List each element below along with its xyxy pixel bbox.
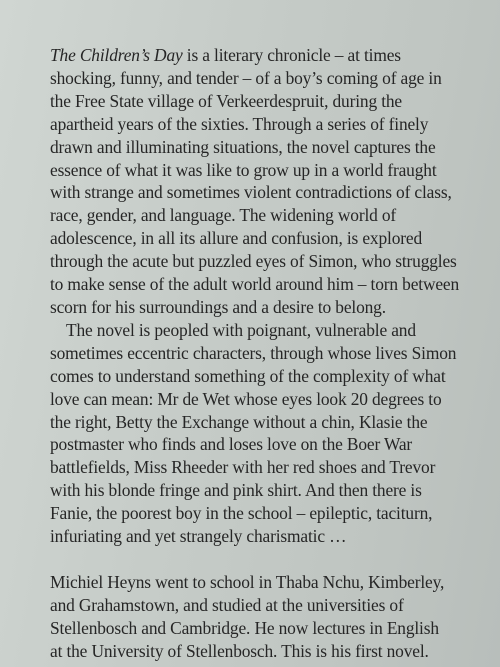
book-title: The Children’s Day (50, 45, 183, 65)
blurb-line: sometimes eccentric characters, through whose lives Simon (50, 342, 457, 363)
blurb-line: adolescence, in all its allure and confusion, is explored (50, 228, 422, 249)
blurb-line (50, 44, 490, 67)
blurb-line: postmaster who finds and loses love on the Boer War (50, 434, 413, 455)
author-bio-line: and Grahamstown, and studied at the universities of (50, 594, 404, 615)
author-bio-line: Stellenbosch and Cambridge. He now lectures in English (50, 617, 439, 638)
paragraph-gap (50, 548, 490, 571)
blurb-line: The novel is peopled with poignant, vulnerable and (66, 319, 416, 340)
blurb-line: with his blonde fringe and pink shirt. And then there is (50, 480, 422, 501)
blurb-line: race, gender, and language. The widening world of (50, 205, 397, 226)
author-bio-line: Michiel Heyns went to school in Thaba Nchu, Kimberley, (50, 571, 445, 592)
blurb-line: comes to understand something of the complexity of what (50, 365, 446, 386)
blurb-line: essence of what it was like to grow up in a world fraught (50, 159, 437, 180)
blurb-line: love can mean: Mr de Wet whose eyes look 20 degrees to (50, 388, 442, 409)
blurb-paragraph-2 (50, 319, 490, 548)
blurb-line: battlefields, Miss Rheeder with her red shoes and Trevor (50, 457, 436, 478)
blurb-line: drawn and illuminating situations, the novel captures the (50, 136, 436, 157)
blurb-line: apartheid years of the sixties. Through a series of finely (50, 113, 429, 134)
author-bio-line: at the University of Stellenbosch. This is his first novel. (50, 640, 429, 661)
blurb-line: with strange and sometimes violent contradictions of class, (50, 182, 452, 203)
blurb-line: infuriating and yet strangely charismatic … (50, 526, 347, 547)
blurb-line: through the acute but puzzled eyes of Simon, who struggles (50, 251, 457, 272)
author-bio (50, 571, 490, 663)
blurb-line: the Free State village of Verkeerdespruit, during the (50, 90, 402, 111)
blurb-line: scorn for his surroundings and a desire to belong. (50, 296, 386, 317)
blurb-line: shocking, funny, and tender – of a boy’s coming of age in (50, 67, 442, 88)
blurb-line: to make sense of the adult world around him – torn between (50, 274, 460, 295)
blurb-line: the right, Betty the Exchange without a chin, Klasie the (50, 411, 428, 432)
back-cover-text (50, 44, 490, 663)
blurb-paragraph-1 (50, 44, 490, 319)
blurb-line-rest: is a literary chronicle – at times (182, 45, 401, 65)
blurb-line: Fanie, the poorest boy in the school – epileptic, taciturn, (50, 503, 433, 524)
